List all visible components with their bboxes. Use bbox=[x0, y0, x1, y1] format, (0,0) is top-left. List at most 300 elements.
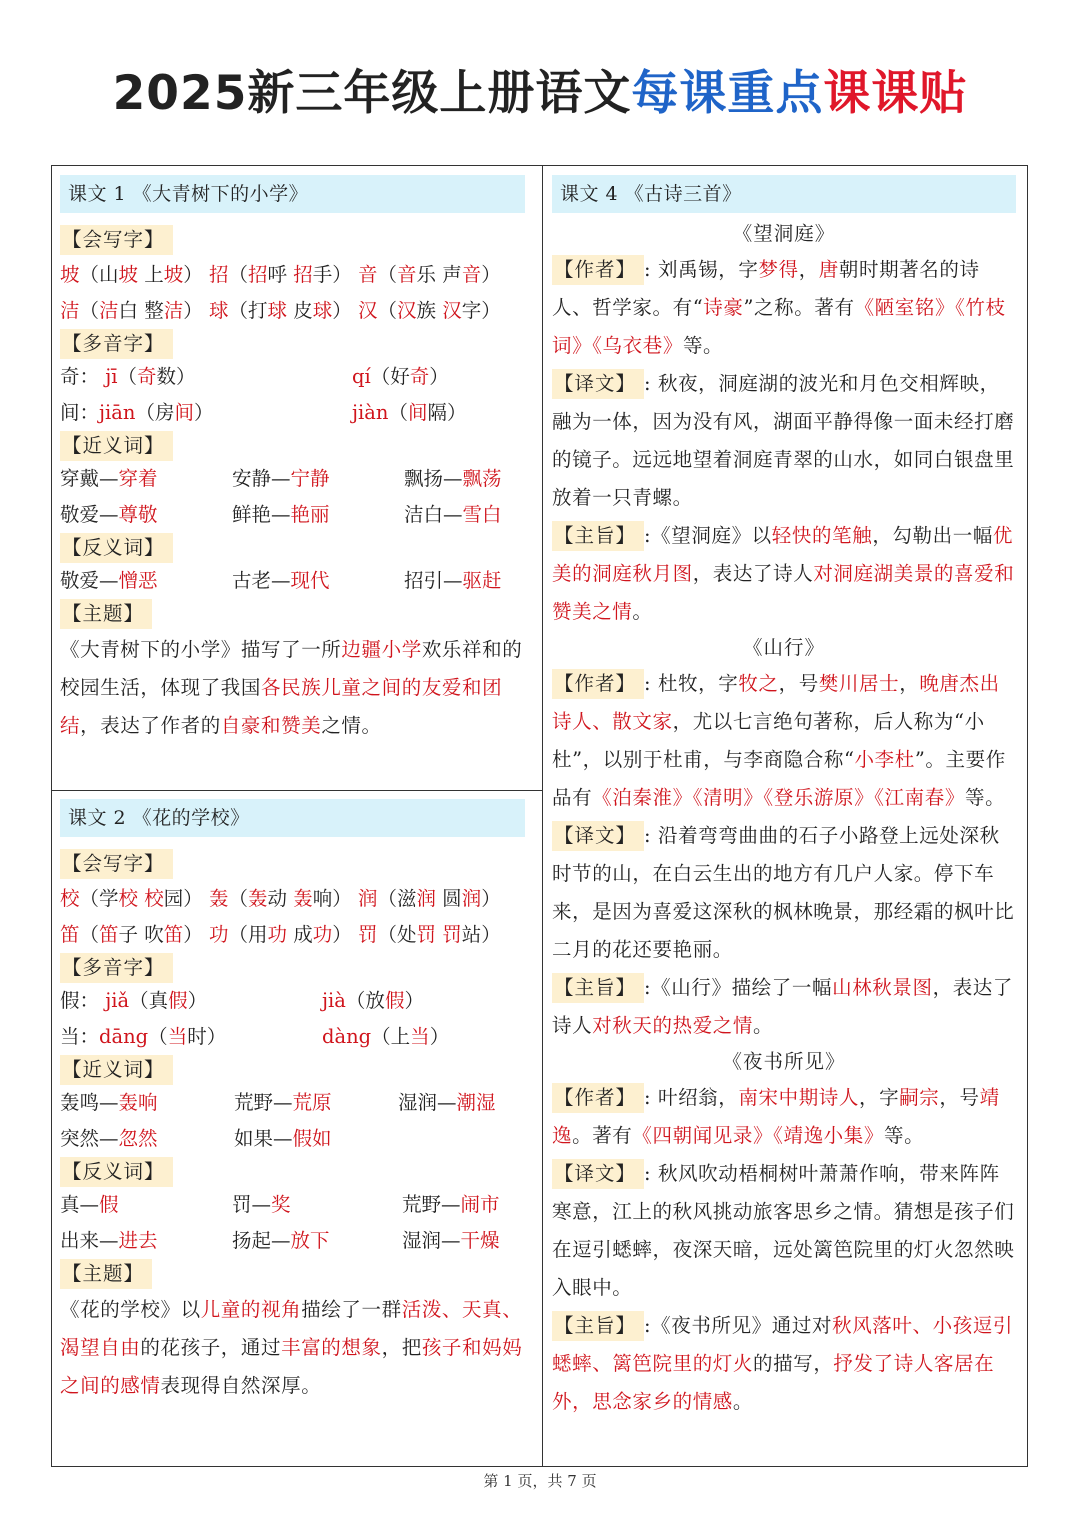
highlight-text: 校 bbox=[60, 887, 80, 910]
text-run: ， bbox=[899, 672, 920, 695]
highlight-text: 球 bbox=[208, 299, 229, 322]
highlight-text: 小李杜 bbox=[854, 748, 915, 771]
reading-b bbox=[322, 1019, 449, 1055]
text-run: : 叶绍翁， bbox=[644, 1086, 739, 1109]
text-run: 的花孩子，通过 bbox=[140, 1336, 282, 1359]
poem-block bbox=[552, 1155, 1016, 1307]
text-run: ，表达了诗人 bbox=[692, 562, 814, 585]
polyphone-row bbox=[60, 983, 525, 1019]
text-run: ） bbox=[332, 923, 358, 946]
lesson-1-heading: 课文 1 《大青树下的小学》 bbox=[60, 175, 525, 213]
reading-b bbox=[352, 359, 449, 395]
highlight-text: 现代 bbox=[290, 569, 330, 592]
theme-text bbox=[60, 1291, 525, 1405]
page-title bbox=[0, 62, 1080, 126]
highlight-text: 晚唐杰出诗人、散文家 bbox=[552, 672, 1000, 733]
text-run: （ bbox=[388, 401, 408, 424]
lesson-2-heading: 课文 2 《花的学校》 bbox=[60, 799, 525, 837]
poem-title: 《山行》 bbox=[742, 636, 825, 659]
text-run: ） bbox=[183, 299, 209, 322]
reading-b bbox=[352, 395, 467, 431]
text-run: : 秋夜，洞庭湖的波光和月色交相辉映，融为一体，因为没有风，湖面平静得像一面未经打磨的镜子。远远地望着洞庭青翠的山水，如同白银盘里放着一只青螺。 bbox=[552, 372, 1015, 509]
highlight-text: 干燥 bbox=[460, 1229, 500, 1252]
text-run: 。著有 bbox=[572, 1124, 633, 1147]
lesson-1-section bbox=[60, 175, 525, 745]
text-run: ） bbox=[429, 1025, 450, 1048]
poem-list bbox=[552, 217, 1016, 1421]
word-pair bbox=[232, 1223, 330, 1259]
text-run: （好 bbox=[370, 365, 410, 388]
text-run: 等。 bbox=[883, 1124, 925, 1147]
highlight-text: 放下 bbox=[290, 1229, 330, 1252]
highlight-text: 功 bbox=[312, 923, 333, 946]
text-run: 突然— bbox=[60, 1127, 119, 1150]
highlight-text: 笛 bbox=[99, 923, 119, 946]
text-run: ） bbox=[194, 401, 214, 424]
highlight-text: 奇 bbox=[409, 365, 430, 388]
highlight-text: jià bbox=[322, 989, 346, 1012]
highlight-text: jiān bbox=[99, 401, 136, 424]
text-run: （用 bbox=[228, 923, 268, 946]
text-run: : 刘禹锡，字 bbox=[644, 258, 759, 281]
text-run: 呼 bbox=[267, 263, 294, 286]
text-run: ，号 bbox=[939, 1086, 980, 1109]
poem-block bbox=[552, 517, 1016, 631]
title-blue: 每课重点 bbox=[631, 66, 824, 121]
text-run: 子 吹 bbox=[118, 923, 164, 946]
text-run: ，把 bbox=[381, 1336, 422, 1359]
reading-a bbox=[60, 989, 207, 1012]
text-run: 园） bbox=[163, 887, 209, 910]
highlight-text: 当 bbox=[410, 1025, 430, 1048]
text-run: （滋 bbox=[377, 887, 417, 910]
write-chars-list bbox=[60, 881, 525, 953]
word-pair bbox=[60, 1223, 158, 1259]
text-run: ，表达了作者的 bbox=[80, 714, 221, 737]
highlight-text: 假 bbox=[384, 989, 405, 1012]
highlight-text: 闹市 bbox=[460, 1193, 500, 1216]
word-pair bbox=[404, 563, 502, 599]
highlight-text: 宁静 bbox=[290, 467, 330, 490]
highlight-text: 进去 bbox=[118, 1229, 158, 1252]
block-tag: 【主旨】 bbox=[552, 973, 644, 1003]
text-run: 山 bbox=[99, 263, 119, 286]
text-run: 飘扬— bbox=[404, 467, 463, 490]
word-pair-row bbox=[60, 497, 525, 533]
block-tag: 【译文】 bbox=[552, 369, 644, 399]
word-pair bbox=[404, 497, 502, 533]
text-run: 。 bbox=[753, 1014, 774, 1037]
block-tag: 【译文】 bbox=[552, 821, 644, 851]
highlight-text: 功 bbox=[267, 923, 288, 946]
reading-b bbox=[322, 983, 424, 1019]
poem-title: 《夜书所见》 bbox=[722, 1050, 846, 1073]
highlight-text: 忽然 bbox=[118, 1127, 158, 1150]
word-pair-row bbox=[60, 1187, 525, 1223]
char-row bbox=[60, 881, 525, 917]
word-pair bbox=[404, 461, 502, 497]
text-run: 如果— bbox=[234, 1127, 293, 1150]
highlight-text: 罚 bbox=[442, 923, 462, 946]
highlight-text: 润 bbox=[357, 887, 378, 910]
highlight-text: 校 bbox=[144, 887, 164, 910]
word-pair bbox=[60, 461, 158, 497]
highlight-text: 招 bbox=[208, 263, 229, 286]
write-chars-tag: 【会写字】 bbox=[60, 849, 173, 879]
text-run: 之情。 bbox=[321, 714, 382, 737]
highlight-text: 假 bbox=[168, 989, 188, 1012]
text-run: 穿戴— bbox=[60, 467, 119, 490]
highlight-text: 球 bbox=[267, 299, 288, 322]
text-run: （ bbox=[377, 263, 397, 286]
text-run: 奇： bbox=[60, 365, 106, 388]
highlight-text: 校 bbox=[118, 887, 139, 910]
poem-block bbox=[552, 251, 1016, 365]
text-run: 。 bbox=[732, 1390, 754, 1413]
highlight-text: 嗣宗 bbox=[899, 1086, 940, 1109]
text-run: ”。主要作品有 bbox=[552, 748, 1006, 809]
highlight-text: 对秋天的热爱之情 bbox=[592, 1014, 754, 1037]
content-sheet bbox=[51, 165, 1028, 1467]
word-pair-row bbox=[60, 1085, 525, 1121]
text-run: 出来— bbox=[60, 1229, 119, 1252]
char-row bbox=[60, 293, 525, 329]
highlight-text: 间 bbox=[174, 401, 195, 424]
highlight-text: 南宋中期诗人 bbox=[738, 1086, 859, 1109]
text-run: 敬爱— bbox=[60, 503, 119, 526]
highlight-text: 间 bbox=[407, 401, 428, 424]
highlight-text: 《四朝闻见录》《靖逸小集》 bbox=[632, 1124, 884, 1147]
poem-block bbox=[552, 1079, 1016, 1155]
highlight-text: 各民族儿童之间的友爱和团结 bbox=[60, 676, 503, 737]
text-run: ，号 bbox=[778, 672, 819, 695]
block-tag: 【作者】 bbox=[552, 669, 644, 699]
antonym-list bbox=[60, 1187, 525, 1259]
synonym-list bbox=[60, 1085, 525, 1157]
text-run: : 秋风吹动梧桐树叶萧萧作响，带来阵阵寒意，江上的秋风挑动旅客思乡之情。猜想是孩子们在逗引蟋蟀，夜深天暗，远处篱笆院里的灯火忽然映入眼中。 bbox=[552, 1162, 1015, 1299]
highlight-text: 穿着 bbox=[118, 467, 158, 490]
antonym-list bbox=[60, 563, 525, 599]
word-pair bbox=[232, 563, 330, 599]
highlight-text: 《陋室铭》《竹枝词》《乌衣巷》 bbox=[552, 296, 1006, 357]
lesson-4-section bbox=[552, 175, 1016, 1421]
antonym-tag: 【反义词】 bbox=[60, 1157, 173, 1187]
polyphone-list bbox=[60, 359, 525, 431]
reading-a bbox=[60, 365, 196, 388]
highlight-text: 潮湿 bbox=[456, 1091, 496, 1114]
highlight-text: 坡 bbox=[163, 263, 184, 286]
text-run: 安静— bbox=[232, 467, 291, 490]
highlight-text: 笛 bbox=[163, 923, 184, 946]
write-chars-tag: 【会写字】 bbox=[60, 225, 173, 255]
text-run: （ bbox=[228, 887, 248, 910]
word-pair-row bbox=[60, 1223, 525, 1259]
text-run: （房 bbox=[135, 401, 175, 424]
word-pair-row bbox=[60, 563, 525, 599]
highlight-text: 汉 bbox=[357, 299, 378, 322]
highlight-text: 罚 bbox=[416, 923, 436, 946]
text-run: 古老— bbox=[232, 569, 291, 592]
highlight-text: 轰 bbox=[293, 887, 313, 910]
highlight-text: 润 bbox=[461, 887, 482, 910]
char-row bbox=[60, 257, 525, 293]
word-pair bbox=[398, 1085, 496, 1121]
text-run: ） bbox=[481, 887, 501, 910]
highlight-text: 《泊秦淮》《清明》《登乐游原》《江南春》 bbox=[592, 786, 965, 809]
word-pair bbox=[402, 1223, 500, 1259]
text-run: 皮 bbox=[287, 299, 313, 322]
text-run: （真 bbox=[129, 989, 169, 1012]
write-chars-list bbox=[60, 257, 525, 329]
lesson-divider bbox=[52, 790, 542, 791]
highlight-text: 坡 bbox=[118, 263, 139, 286]
text-run: 朝时期著名的诗人、哲学家。有“ bbox=[552, 258, 980, 319]
text-run: （上 bbox=[371, 1025, 411, 1048]
highlight-text: 牧之 bbox=[738, 672, 779, 695]
text-run: ， bbox=[798, 258, 819, 281]
text-run: ） bbox=[404, 989, 424, 1012]
text-run: 圆 bbox=[435, 887, 462, 910]
word-pair bbox=[60, 563, 158, 599]
synonym-tag: 【近义词】 bbox=[60, 431, 173, 461]
polyphone-row bbox=[60, 359, 525, 395]
text-run: （ bbox=[79, 923, 100, 946]
word-pair bbox=[232, 497, 330, 533]
highlight-text: 荒原 bbox=[292, 1091, 332, 1114]
highlight-text: 轰 bbox=[248, 887, 268, 910]
highlight-text: qí bbox=[352, 365, 371, 388]
title-red: 课课贴 bbox=[823, 66, 968, 121]
text-run: :《山行》描绘了一幅 bbox=[644, 976, 833, 999]
word-pair-row bbox=[60, 461, 525, 497]
polyphone-row bbox=[60, 395, 525, 431]
antonym-tag: 【反义词】 bbox=[60, 533, 173, 563]
text-run: :《望洞庭》以 bbox=[644, 524, 772, 547]
highlight-text: 球 bbox=[312, 299, 333, 322]
text-run: 站） bbox=[461, 923, 501, 946]
highlight-text: 樊川居士 bbox=[818, 672, 900, 695]
text-run: 乐 声 bbox=[416, 263, 462, 286]
block-tag: 【作者】 bbox=[552, 255, 644, 285]
block-tag: 【主旨】 bbox=[552, 1311, 644, 1341]
text-run: ） bbox=[481, 263, 501, 286]
reading-a bbox=[60, 401, 214, 424]
polyphone-tag: 【多音字】 bbox=[60, 953, 173, 983]
text-run: 《大青树下的小学》描写了一所 bbox=[60, 638, 342, 661]
text-run: 时） bbox=[187, 1025, 227, 1048]
word-pair bbox=[60, 1085, 158, 1121]
highlight-text: 孩子和妈妈之间的感情 bbox=[60, 1336, 523, 1397]
word-pair bbox=[60, 497, 158, 533]
text-run: （学 bbox=[79, 887, 119, 910]
highlight-text: 假如 bbox=[292, 1127, 332, 1150]
text-run: 欢乐祥和的校园生活，体现了我国 bbox=[60, 638, 523, 699]
page-footer: 第 1 页，共 7 页 bbox=[483, 1472, 597, 1490]
title-black: 2025新三年级上册语文 bbox=[112, 66, 632, 121]
text-run: 湿润— bbox=[402, 1229, 461, 1252]
lesson-4-heading: 课文 4 《古诗三首》 bbox=[552, 175, 1016, 213]
highlight-text: 自豪和赞美 bbox=[220, 714, 322, 737]
synonym-list bbox=[60, 461, 525, 533]
text-run: 描绘了一群 bbox=[301, 1298, 402, 1321]
word-pair bbox=[234, 1121, 332, 1157]
polyphone-row bbox=[60, 1019, 525, 1055]
text-run: ，勾勒出一幅 bbox=[872, 524, 993, 547]
highlight-text: 润 bbox=[416, 887, 436, 910]
text-run: （处 bbox=[377, 923, 417, 946]
word-pair bbox=[232, 461, 330, 497]
highlight-text: 轻快的笔触 bbox=[771, 524, 873, 547]
highlight-text: 当 bbox=[167, 1025, 188, 1048]
text-run: 上 bbox=[138, 263, 164, 286]
highlight-text: jiǎ bbox=[105, 989, 130, 1012]
text-run: ，尤以七言绝句著称，后人称为“小杜”，以别于杜甫，与李商隐合称“ bbox=[552, 710, 985, 771]
text-run: 间： bbox=[60, 401, 100, 424]
text-run: 当： bbox=[60, 1025, 100, 1048]
highlight-text: 飘荡 bbox=[462, 467, 502, 490]
text-run: ） bbox=[429, 365, 449, 388]
highlight-text: 优美的洞庭秋月图 bbox=[552, 524, 1014, 585]
highlight-text: 招 bbox=[293, 263, 313, 286]
highlight-text: 洁 bbox=[60, 299, 80, 322]
text-run: 扬起— bbox=[232, 1229, 291, 1252]
poem-title: 《望洞庭》 bbox=[732, 222, 836, 245]
highlight-text: 音 bbox=[357, 263, 378, 286]
highlight-text: 奇 bbox=[137, 365, 157, 388]
highlight-text: 秋风落叶、小孩逗引蟋蟀、篱笆院里的灯火 bbox=[552, 1314, 1013, 1375]
text-run: 轰鸣— bbox=[60, 1091, 119, 1114]
text-run: （ bbox=[79, 263, 100, 286]
polyphone-tag: 【多音字】 bbox=[60, 329, 173, 359]
text-run: 荒野— bbox=[234, 1091, 293, 1114]
text-run: 湿润— bbox=[398, 1091, 457, 1114]
word-pair bbox=[60, 1187, 119, 1223]
word-pair-row bbox=[60, 1121, 525, 1157]
text-run: （ bbox=[79, 299, 100, 322]
highlight-text: 雪白 bbox=[462, 503, 502, 526]
text-run: （放 bbox=[345, 989, 385, 1012]
polyphone-list bbox=[60, 983, 525, 1055]
highlight-text: 活泼、天真、渴望自由 bbox=[60, 1298, 523, 1359]
highlight-text: 山林秋景图 bbox=[832, 976, 933, 999]
highlight-text: jī bbox=[105, 365, 118, 388]
highlight-text: 抒发了诗人客居在外，思念家乡的情感 bbox=[552, 1352, 995, 1413]
theme-text bbox=[60, 631, 525, 745]
text-run: ，表达了诗人 bbox=[552, 976, 1014, 1037]
text-run: 等。 bbox=[964, 786, 1006, 809]
block-tag: 【作者】 bbox=[552, 1083, 644, 1113]
text-run: ”之称。著有 bbox=[743, 296, 855, 319]
highlight-text: 坡 bbox=[60, 263, 80, 286]
poem-block bbox=[552, 969, 1016, 1045]
highlight-text: 靖逸 bbox=[552, 1086, 1000, 1147]
text-run: 数） bbox=[156, 365, 196, 388]
highlight-text: 轰 bbox=[208, 887, 229, 910]
highlight-text: 诗豪 bbox=[703, 296, 744, 319]
text-run: （打 bbox=[228, 299, 268, 322]
highlight-text: 奖 bbox=[271, 1193, 291, 1216]
text-run: （ bbox=[148, 1025, 168, 1048]
theme-tag: 【主题】 bbox=[60, 1259, 152, 1289]
word-pair bbox=[232, 1187, 291, 1223]
highlight-text: 儿童的视角 bbox=[200, 1298, 302, 1321]
highlight-text: 洁 bbox=[163, 299, 184, 322]
highlight-text: 音 bbox=[396, 263, 417, 286]
text-run: 字） bbox=[461, 299, 501, 322]
word-pair bbox=[234, 1085, 332, 1121]
char-row bbox=[60, 917, 525, 953]
text-run: 的描写， bbox=[753, 1352, 834, 1375]
text-run: ） bbox=[183, 923, 209, 946]
text-run: 罚— bbox=[232, 1193, 272, 1216]
text-run: 荒野— bbox=[402, 1193, 461, 1216]
text-run: 白 整 bbox=[118, 299, 164, 322]
text-run: 《花的学校》以 bbox=[60, 1298, 201, 1321]
theme-tag: 【主题】 bbox=[60, 599, 152, 629]
highlight-text: 罚 bbox=[357, 923, 378, 946]
highlight-text: 边疆小学 bbox=[341, 638, 422, 661]
text-run: : 杜牧，字 bbox=[644, 672, 739, 695]
poem-block bbox=[552, 665, 1016, 817]
reading-a bbox=[60, 1025, 226, 1048]
highlight-text: dàng bbox=[322, 1025, 372, 1048]
text-run: 响） bbox=[312, 887, 358, 910]
lesson-2-section bbox=[60, 799, 525, 1405]
highlight-text: 功 bbox=[208, 923, 229, 946]
text-run: 等。 bbox=[682, 334, 724, 357]
poem-block bbox=[552, 1307, 1016, 1421]
highlight-text: 驱赶 bbox=[462, 569, 502, 592]
highlight-text: 笛 bbox=[60, 923, 80, 946]
text-run: 手） bbox=[312, 263, 358, 286]
highlight-text: 丰富的想象 bbox=[281, 1336, 382, 1359]
highlight-text: 对洞庭湖美景的喜爱和赞美之情 bbox=[552, 562, 1015, 623]
highlight-text: 憎恶 bbox=[118, 569, 158, 592]
column-divider bbox=[542, 166, 543, 1466]
text-run: ） bbox=[187, 989, 208, 1012]
text-run: （ bbox=[117, 365, 138, 388]
block-tag: 【译文】 bbox=[552, 1159, 644, 1189]
text-run: :《夜书所见》通过对 bbox=[644, 1314, 833, 1337]
text-run: 假： bbox=[60, 989, 106, 1012]
highlight-text: 艳丽 bbox=[290, 503, 330, 526]
synonym-tag: 【近义词】 bbox=[60, 1055, 173, 1085]
text-run: 敬爱— bbox=[60, 569, 119, 592]
text-run: ，字 bbox=[859, 1086, 900, 1109]
highlight-text: 唐 bbox=[818, 258, 839, 281]
highlight-text: 尊敬 bbox=[118, 503, 158, 526]
poem-block bbox=[552, 365, 1016, 517]
highlight-text: 梦得 bbox=[758, 258, 799, 281]
block-tag: 【主旨】 bbox=[552, 521, 644, 551]
text-run: 真— bbox=[60, 1193, 100, 1216]
text-run: 族 bbox=[416, 299, 443, 322]
text-run: 动 bbox=[267, 887, 294, 910]
text-run: : 沿着弯弯曲曲的石子小路登上远处深秋时节的山，在白云生出的地方有几户人家。停下车来，是因为喜爱这深秋的枫林晚景，那经霜的枫叶比二月的花还要艳丽。 bbox=[552, 824, 1015, 961]
text-run: ） bbox=[332, 299, 358, 322]
text-run: 。 bbox=[632, 600, 653, 623]
highlight-text: 招 bbox=[248, 263, 268, 286]
highlight-text: 轰响 bbox=[118, 1091, 158, 1114]
highlight-text: 洁 bbox=[99, 299, 119, 322]
highlight-text: 汉 bbox=[396, 299, 417, 322]
highlight-text: 音 bbox=[461, 263, 482, 286]
highlight-text: 汉 bbox=[442, 299, 462, 322]
text-run: ） bbox=[183, 263, 209, 286]
text-run: 成 bbox=[287, 923, 313, 946]
text-run: 鲜艳— bbox=[232, 503, 291, 526]
text-run: （ bbox=[377, 299, 397, 322]
